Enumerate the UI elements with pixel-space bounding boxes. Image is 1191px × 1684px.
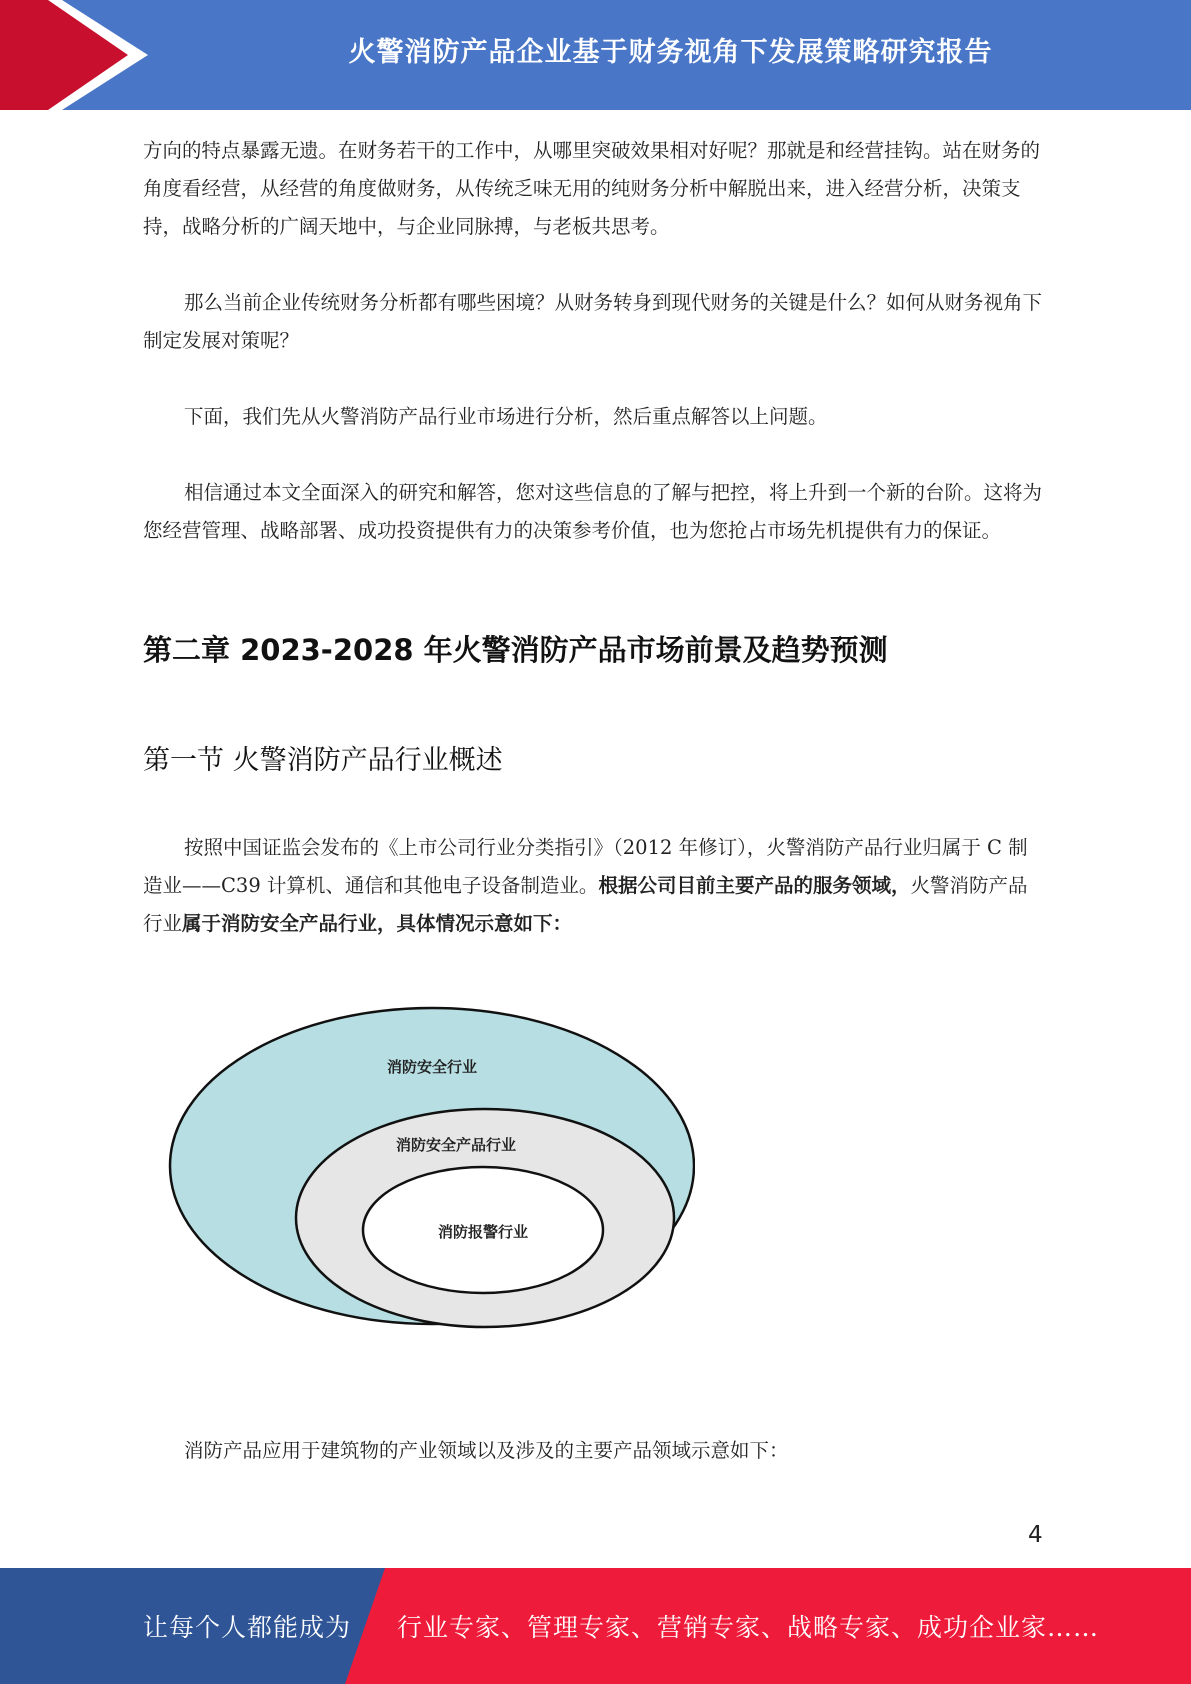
paragraph-intro: 方向的特点暴露无遗。在财务若干的工作中，从哪里突破效果相对好呢？那就是和经营挂钩。站在财务的角度看经营，从经营的角度做财务，从传统乏味无用的纯财务分析中解脱出来，进入经营分析，决策支持，战略分析的广阔天地中，与企业同脉搏，与老板共思考。 xyxy=(143,139,1041,238)
section-title: 第一节 火警消防产品行业概述 xyxy=(143,745,503,776)
page-footer xyxy=(0,1568,1191,1684)
inner-ellipse-label: 消防报警行业 xyxy=(437,1223,529,1241)
paragraph-block-3 xyxy=(143,398,1046,436)
footer-slogan-left: 让每个人都能成为 xyxy=(143,1613,352,1642)
paragraph-classification xyxy=(143,829,1046,943)
paragraph-block-2 xyxy=(143,284,1046,360)
outer-ellipse-label: 消防安全行业 xyxy=(386,1058,478,1076)
middle-ellipse-label: 消防安全产品行业 xyxy=(395,1136,517,1154)
classification-bold-2: 属于消防安全产品行业，具体情况示意如下： xyxy=(182,912,573,935)
page-header xyxy=(0,0,1191,110)
header-arrow-decoration xyxy=(0,0,150,110)
paragraph-block-1 xyxy=(143,132,1046,246)
chapter-title: 第二章 2023-2028 年火警消防产品市场前景及趋势预测 xyxy=(143,633,888,667)
classification-text-2: 火警消防产品行业 xyxy=(143,874,1028,935)
paragraph-block-5 xyxy=(143,829,1046,943)
page-number: 4 xyxy=(1028,1522,1043,1548)
classification-text: 按照中国证监会发布的《上市公司行业分类指引》（2012 年修订），火警消防产品行业归属于 C 制造业——C39 计算机、通信和其他电子设备制造业。 xyxy=(143,836,1028,897)
paragraph-analysis-plan: 下面，我们先从火警消防产品行业市场进行分析，然后重点解答以上问题。 xyxy=(184,405,828,428)
paragraph-block-4 xyxy=(143,474,1046,550)
industry-hierarchy-diagram xyxy=(165,1000,695,1330)
report-title: 火警消防产品企业基于财务视角下发展策略研究报告 xyxy=(348,36,993,68)
classification-bold-1: 根据公司目前主要产品的服务领域， xyxy=(598,874,911,897)
paragraph-questions: 那么当前企业传统财务分析都有哪些困境？从财务转身到现代财务的关键是什么？如何从财务视角下制定发展对策呢？ xyxy=(143,291,1043,352)
footer-slogan-right: 行业专家、管理专家、营销专家、战略专家、成功企业家…… xyxy=(397,1613,1100,1642)
paragraph-value: 相信通过本文全面深入的研究和解答，您对这些信息的了解与把控，将上升到一个新的台阶。这将为您经营管理、战略部署、成功投资提供有力的决策参考价值，也为您抢占市场先机提供有力的保证。 xyxy=(143,481,1043,542)
paragraph-block-6 xyxy=(143,1432,1046,1470)
paragraph-application-areas: 消防产品应用于建筑物的产业领域以及涉及的主要产品领域示意如下： xyxy=(184,1439,789,1462)
